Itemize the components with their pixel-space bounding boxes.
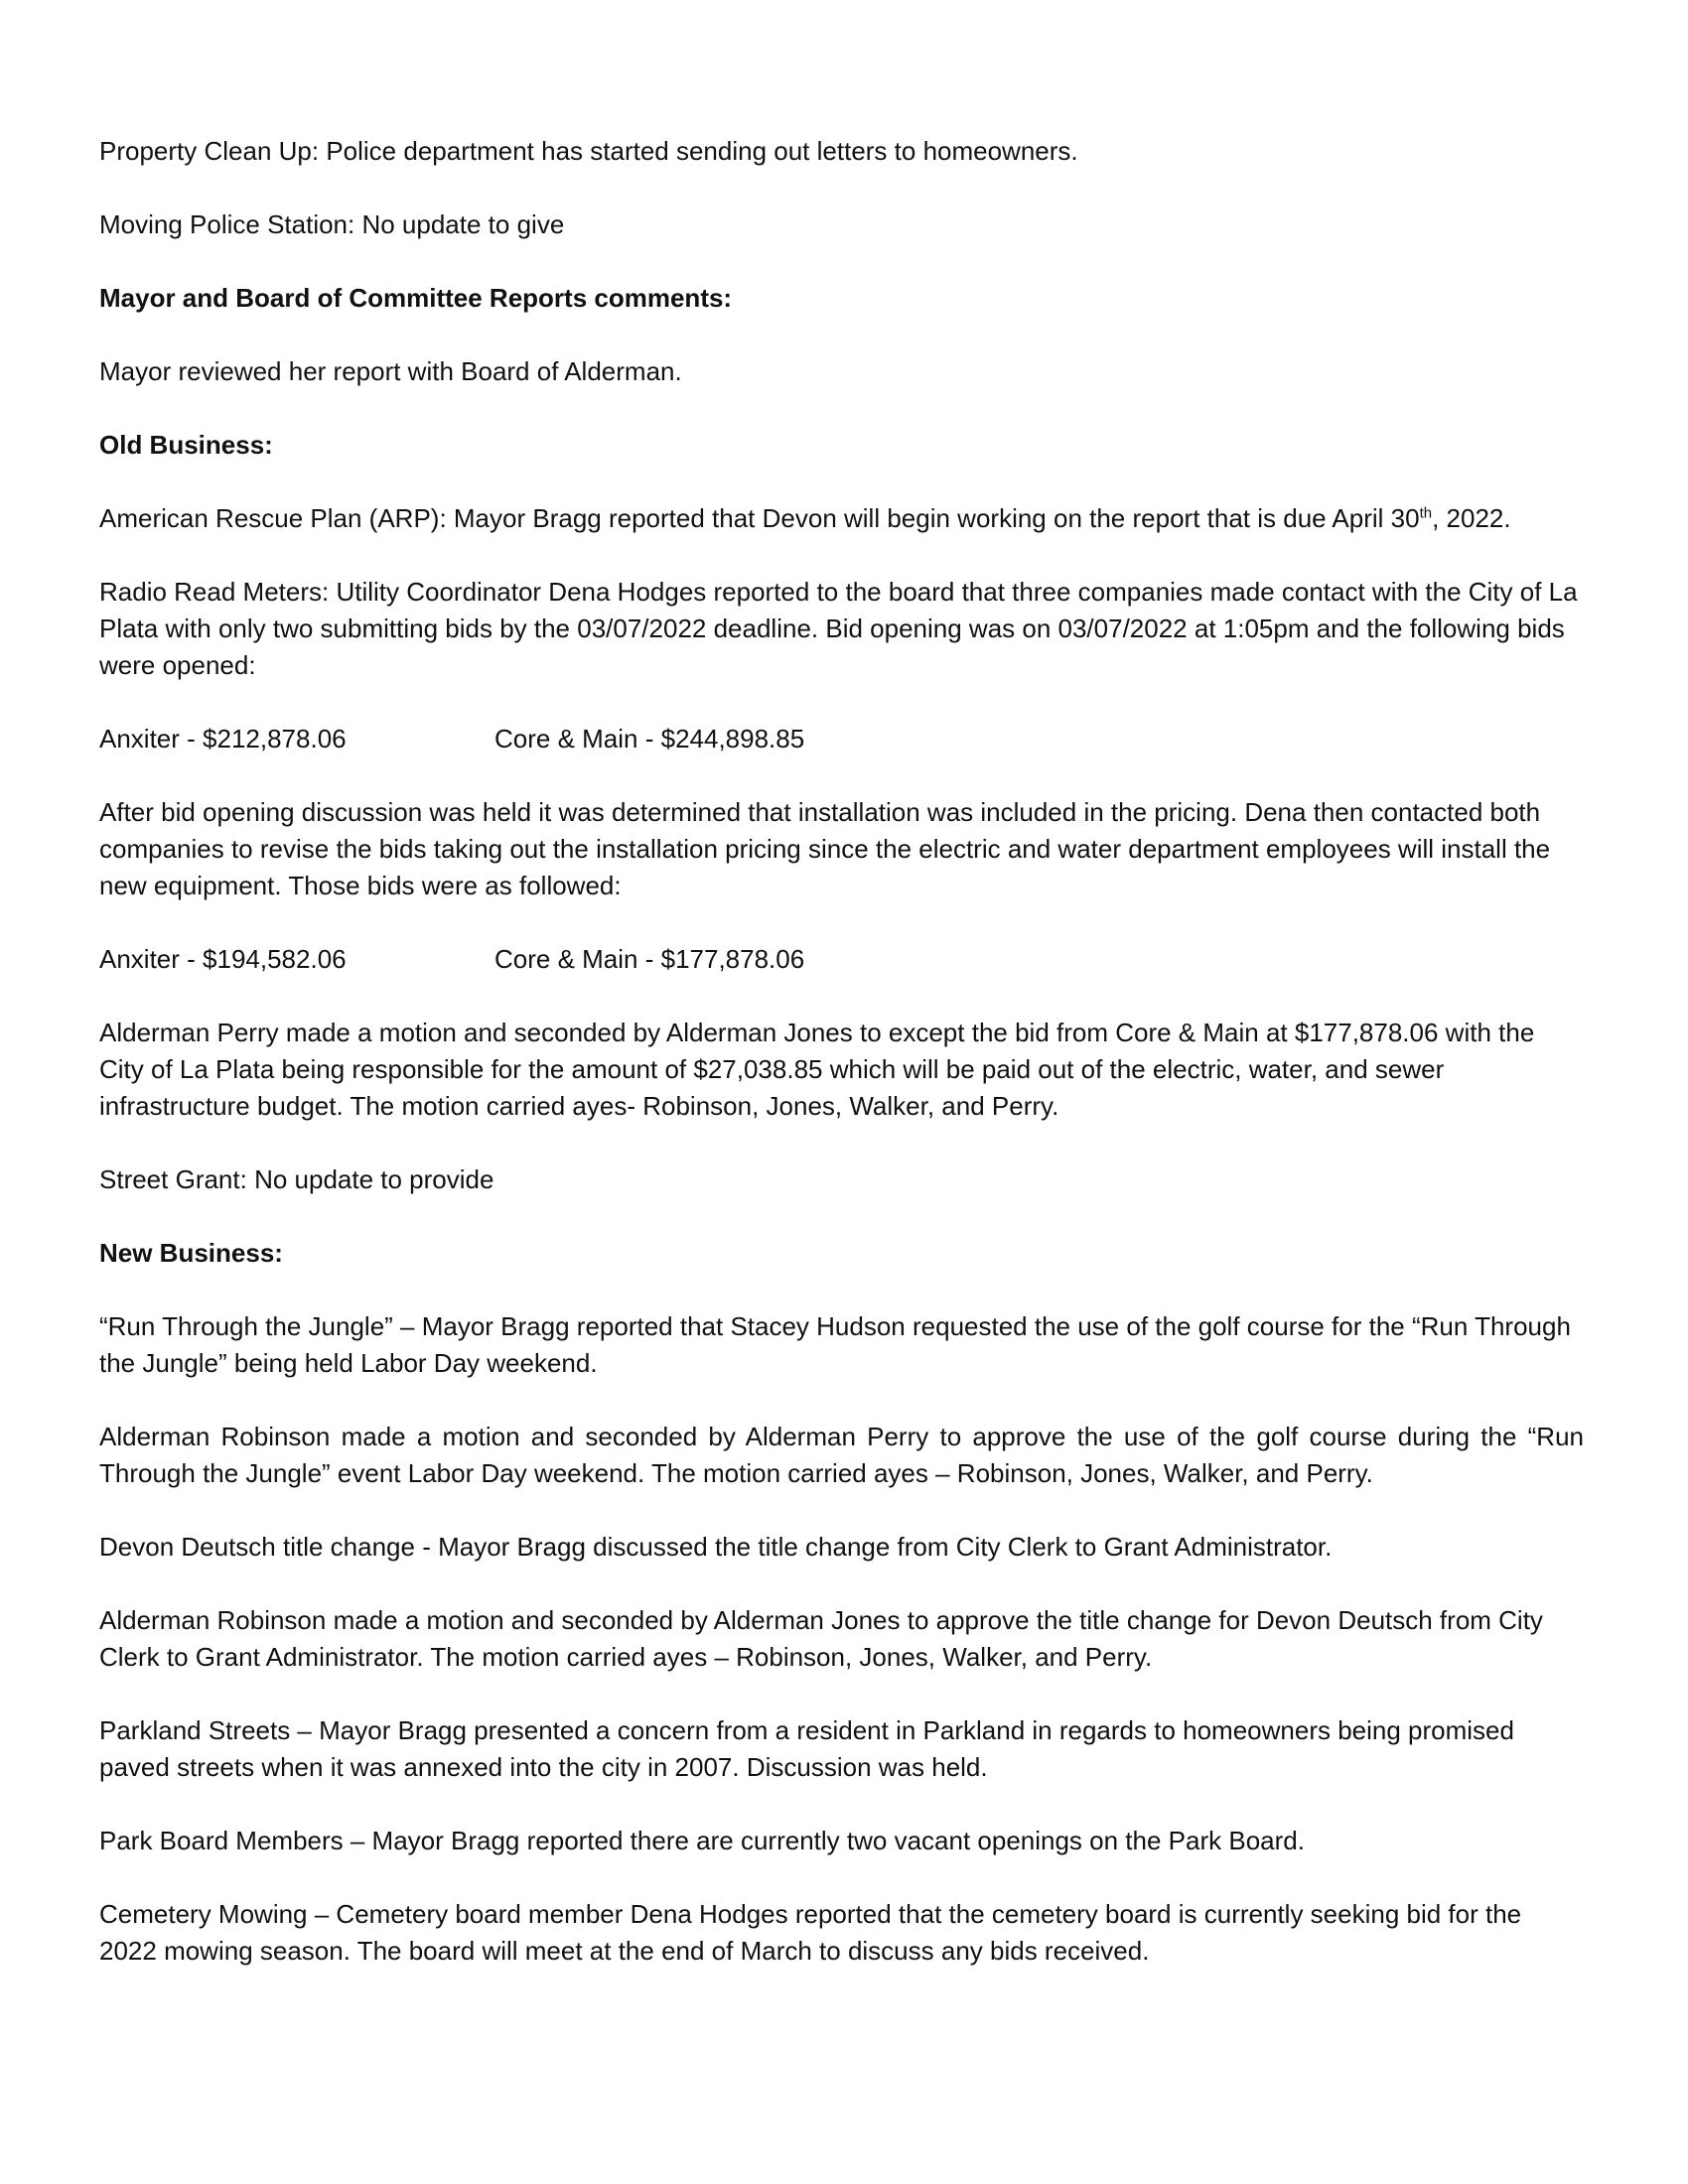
mayor-reviewed-paragraph: Mayor reviewed her report with Board of Alderman. xyxy=(99,356,682,386)
run-jungle-paragraph: “Run Through the Jungle” – Mayor Bragg reported that Stacey Hudson requested the use of the golf course for the “Run Through the Jungle” being held Labor Day weekend. xyxy=(99,1311,1571,1378)
initial-bid-core-main: Core & Main - $244,898.85 xyxy=(494,724,805,753)
revised-bid-anxiter: Anxiter - $194,582.06 xyxy=(99,944,347,974)
robinson-golf-motion-paragraph: Alderman Robinson made a motion and seconded by Alderman Perry to approve the use of the golf course during the “Run Through the Jungle” event Labor Day weekend. The motion carried ayes – Robinson, Jones, Walker, and Perry. xyxy=(99,1422,1584,1488)
arp-paragraph xyxy=(99,500,1584,537)
parkland-streets-paragraph: Parkland Streets – Mayor Bragg presented a concern from a resident in Parkland in regards to homeowners being promised paved streets when it was annexed into the city in 2007. Discussion was held. xyxy=(99,1715,1514,1782)
arp-text: American Rescue Plan (ARP): Mayor Bragg reported that Devon will begin working on the report that is due April 30 xyxy=(99,503,1420,533)
cemetery-mowing-paragraph: Cemetery Mowing – Cemetery board member Dena Hodges reported that the cemetery board is currently seeking bid for the 2022 mowing season. The board will meet at the end of March to discuss any bids received. xyxy=(99,1899,1522,1966)
devon-title-paragraph: Devon Deutsch title change - Mayor Bragg discussed the title change from City Clerk to Grant Administrator. xyxy=(99,1532,1333,1562)
old-business-heading: Old Business: xyxy=(99,430,273,460)
property-cleanup-paragraph: Property Clean Up: Police department has started sending out letters to homeowners. xyxy=(99,136,1078,166)
initial-bid-anxiter: Anxiter - $212,878.06 xyxy=(99,724,347,753)
mayor-reports-heading: Mayor and Board of Committee Reports comments: xyxy=(99,283,733,313)
after-bid-paragraph: After bid opening discussion was held it was determined that installation was included in the pricing. Dena then contacted both companies to revise the bids taking out the installation pricing since the electric and water department employees will install the new equipment. Those bids were as followed: xyxy=(99,797,1551,900)
revised-bid-core-main: Core & Main - $177,878.06 xyxy=(494,944,805,974)
new-business-heading: New Business: xyxy=(99,1238,283,1268)
radio-meters-paragraph: Radio Read Meters: Utility Coordinator Dena Hodges reported to the board that three companies made contact with the City of La Plata with only two submitting bids by the 03/07/2022 deadline. Bid opening was on 03/07/2022 at 1:05pm and the following bids were opened: xyxy=(99,577,1578,680)
document-page xyxy=(99,133,1584,2006)
perry-motion-paragraph: Alderman Perry made a motion and seconded by Alderman Jones to except the bid from Core & Main at $177,878.06 with the City of La Plata being responsible for the amount of $27,038.85 which will be paid out of the electric, water, and sewer infrastructure budget. The motion carried ayes- Robinson, Jones, Walker, and Perry. xyxy=(99,1018,1535,1121)
street-grant-paragraph: Street Grant: No update to provide xyxy=(99,1164,494,1194)
park-board-paragraph: Park Board Members – Mayor Bragg reported there are currently two vacant openings on the Park Board. xyxy=(99,1826,1305,1855)
revised-bids xyxy=(99,941,1584,978)
moving-police-paragraph: Moving Police Station: No update to give xyxy=(99,209,565,239)
robinson-title-motion-paragraph: Alderman Robinson made a motion and seconded by Alderman Jones to approve the title change for Devon Deutsch from City Clerk to Grant Administrator. The motion carried ayes – Robinson, Jones, Walker, and Perry. xyxy=(99,1605,1543,1672)
arp-superscript: th xyxy=(1419,504,1433,522)
arp-text-end: , 2022. xyxy=(1432,503,1511,533)
initial-bids xyxy=(99,721,1584,757)
